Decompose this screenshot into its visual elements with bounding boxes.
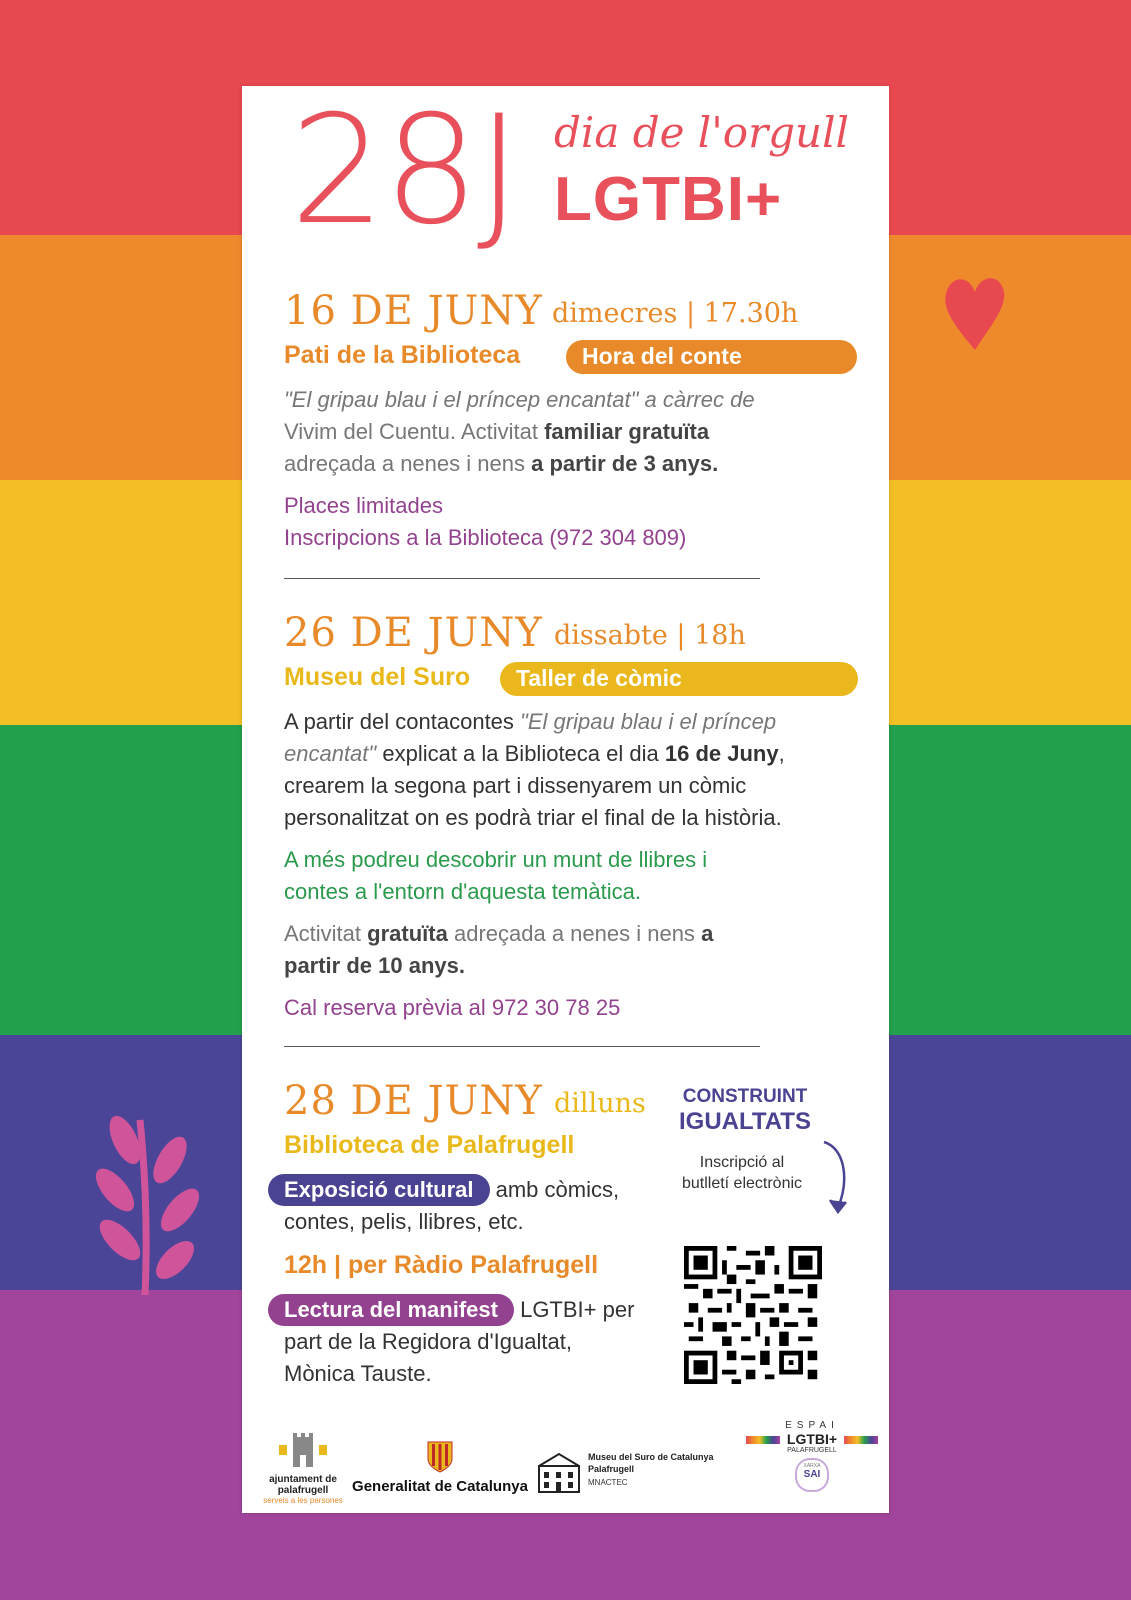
sai-text: SAI	[803, 1469, 821, 1480]
xarxa-text: XARXA	[803, 1463, 821, 1469]
event3-exhibition-line2: contes, pelis, llibres, etc.	[284, 1209, 524, 1234]
event2-para3-line2: partir de 10 anys.	[284, 953, 465, 978]
event1-date: 16 DE JUNY	[284, 288, 543, 334]
event1-line2	[284, 416, 709, 448]
divider	[284, 1046, 760, 1047]
event1-line1: "El gripau blau i el príncep encantat" a càrrec de	[284, 387, 755, 412]
event2-p1e: 16 de Juny	[664, 741, 779, 766]
event-card	[242, 86, 889, 1513]
event3-day: dilluns	[554, 1088, 646, 1119]
event3-exhibition-line1	[268, 1174, 619, 1206]
event2-p3c: adreçada a nenes i nens	[453, 921, 695, 946]
event2-green1: A més podreu descobrir un munt de llibres i	[284, 847, 708, 872]
event1-line2-text: Vivim del Cuentu. Activitat	[284, 419, 538, 444]
generalitat-shield-icon	[427, 1441, 453, 1473]
logo-espai-lgtbi[interactable]	[746, 1420, 878, 1492]
museu-line2: Palafrugell	[588, 1464, 635, 1474]
header-title: LGTBI+	[554, 165, 783, 234]
arrow-icon	[822, 1138, 852, 1218]
qr-caption-line1: Inscripció al	[699, 1154, 785, 1171]
event1-place: Pati de la Biblioteca	[284, 341, 521, 369]
castle-icon	[275, 1431, 331, 1469]
header-subtitle: dia de l'orgull	[554, 108, 849, 157]
ajuntament-line3: serveis a les persones	[263, 1496, 343, 1505]
espai-text: ESPAI	[785, 1420, 839, 1431]
qr-title-line2: IGUALTATS	[679, 1108, 811, 1135]
event2-p3a: Activitat	[284, 921, 362, 946]
ajuntament-line1: ajuntament de	[269, 1474, 337, 1485]
event3-manifest-line3: Mònica Tauste.	[284, 1361, 432, 1386]
event2-p1f: ,	[778, 741, 785, 766]
heart-icon	[940, 270, 1010, 355]
event3-tag1-rest: amb còmics,	[495, 1177, 620, 1202]
qr-title	[670, 1086, 820, 1136]
event2-p1a: A partir del contacontes	[284, 709, 514, 734]
event2-para1-line3: crearem la segona part i dissenyarem un còmic	[284, 773, 747, 798]
event1-line3-text: adreçada a nenes i nens	[284, 451, 525, 476]
museu-line3: MNACTEC	[588, 1478, 628, 1487]
event1-day-time: dimecres | 17.30h	[552, 298, 799, 329]
event2-para3-line1	[284, 918, 713, 950]
event2-green2: contes a l'entorn d'aquesta temàtica.	[284, 879, 641, 904]
event3-place: Biblioteca de Palafrugell	[284, 1131, 575, 1159]
branch-icon	[85, 1100, 215, 1300]
event1-line3	[284, 448, 718, 480]
event1-tag: Hora del conte	[566, 340, 857, 374]
event1-line3-bold: a partir de 3 anys.	[531, 451, 719, 476]
generalitat-text: Generalitat de Catalunya	[352, 1478, 528, 1495]
museu-line1: Museu del Suro de Catalunya	[588, 1452, 714, 1462]
logo-generalitat[interactable]	[350, 1441, 530, 1495]
espai-lgtbi-text: LGTBI+	[786, 1431, 838, 1447]
event2-p3d: a	[701, 921, 714, 946]
qr-code[interactable]	[684, 1246, 822, 1384]
event2-para1-line2	[284, 738, 785, 770]
divider	[284, 578, 760, 579]
event3-manifest-line2: part de la Regidora d'Igualtat,	[284, 1329, 572, 1354]
event3-date: 28 DE JUNY	[284, 1078, 543, 1124]
event1-note2: Inscripcions a la Biblioteca (972 304 809)	[284, 525, 687, 550]
espai-palafrugell-text: PALAFRUGELL	[787, 1447, 837, 1454]
sai-badge	[795, 1458, 829, 1492]
event2-day-time: dissabte | 18h	[554, 620, 746, 651]
event2-tag: Taller de còmic	[500, 662, 858, 696]
event1-note1: Places limitades	[284, 493, 443, 518]
event2-note: Cal reserva prèvia al 972 30 78 25	[284, 995, 621, 1020]
event2-p1c: encantat"	[284, 741, 377, 766]
qr-caption	[662, 1152, 822, 1194]
event3-tag2: Lectura del manifest	[268, 1294, 514, 1326]
event3-tag2-rest: LGTBI+ per	[520, 1297, 635, 1322]
event2-para1-line4: personalitzat on es podrà triar el final de la història.	[284, 805, 782, 830]
qr-caption-line2: butlletí electrònic	[681, 1175, 803, 1192]
header-big-title: 28J	[290, 84, 520, 258]
espai-bar	[746, 1431, 878, 1447]
event2-p3b: gratuïta	[367, 921, 448, 946]
event2-p1b: "El gripau blau i el príncep	[520, 709, 777, 734]
qr-title-line1: CONSTRUINT	[682, 1086, 808, 1107]
event1-line2-bold: familiar gratuïta	[544, 419, 710, 444]
ajuntament-line2: palafrugell	[277, 1485, 329, 1496]
event3-manifest-line1	[268, 1294, 634, 1326]
event3-time: 12h | per Ràdio Palafrugell	[284, 1251, 599, 1279]
logo-ajuntament[interactable]	[260, 1431, 346, 1505]
event3-tag1: Exposició cultural	[268, 1174, 490, 1206]
museum-building-icon	[538, 1452, 580, 1494]
event2-p1d: explicat a la Biblioteca el dia	[382, 741, 659, 766]
event2-place: Museu del Suro	[284, 663, 471, 691]
event2-date: 26 DE JUNY	[284, 610, 543, 656]
event2-para1-line1	[284, 706, 776, 738]
